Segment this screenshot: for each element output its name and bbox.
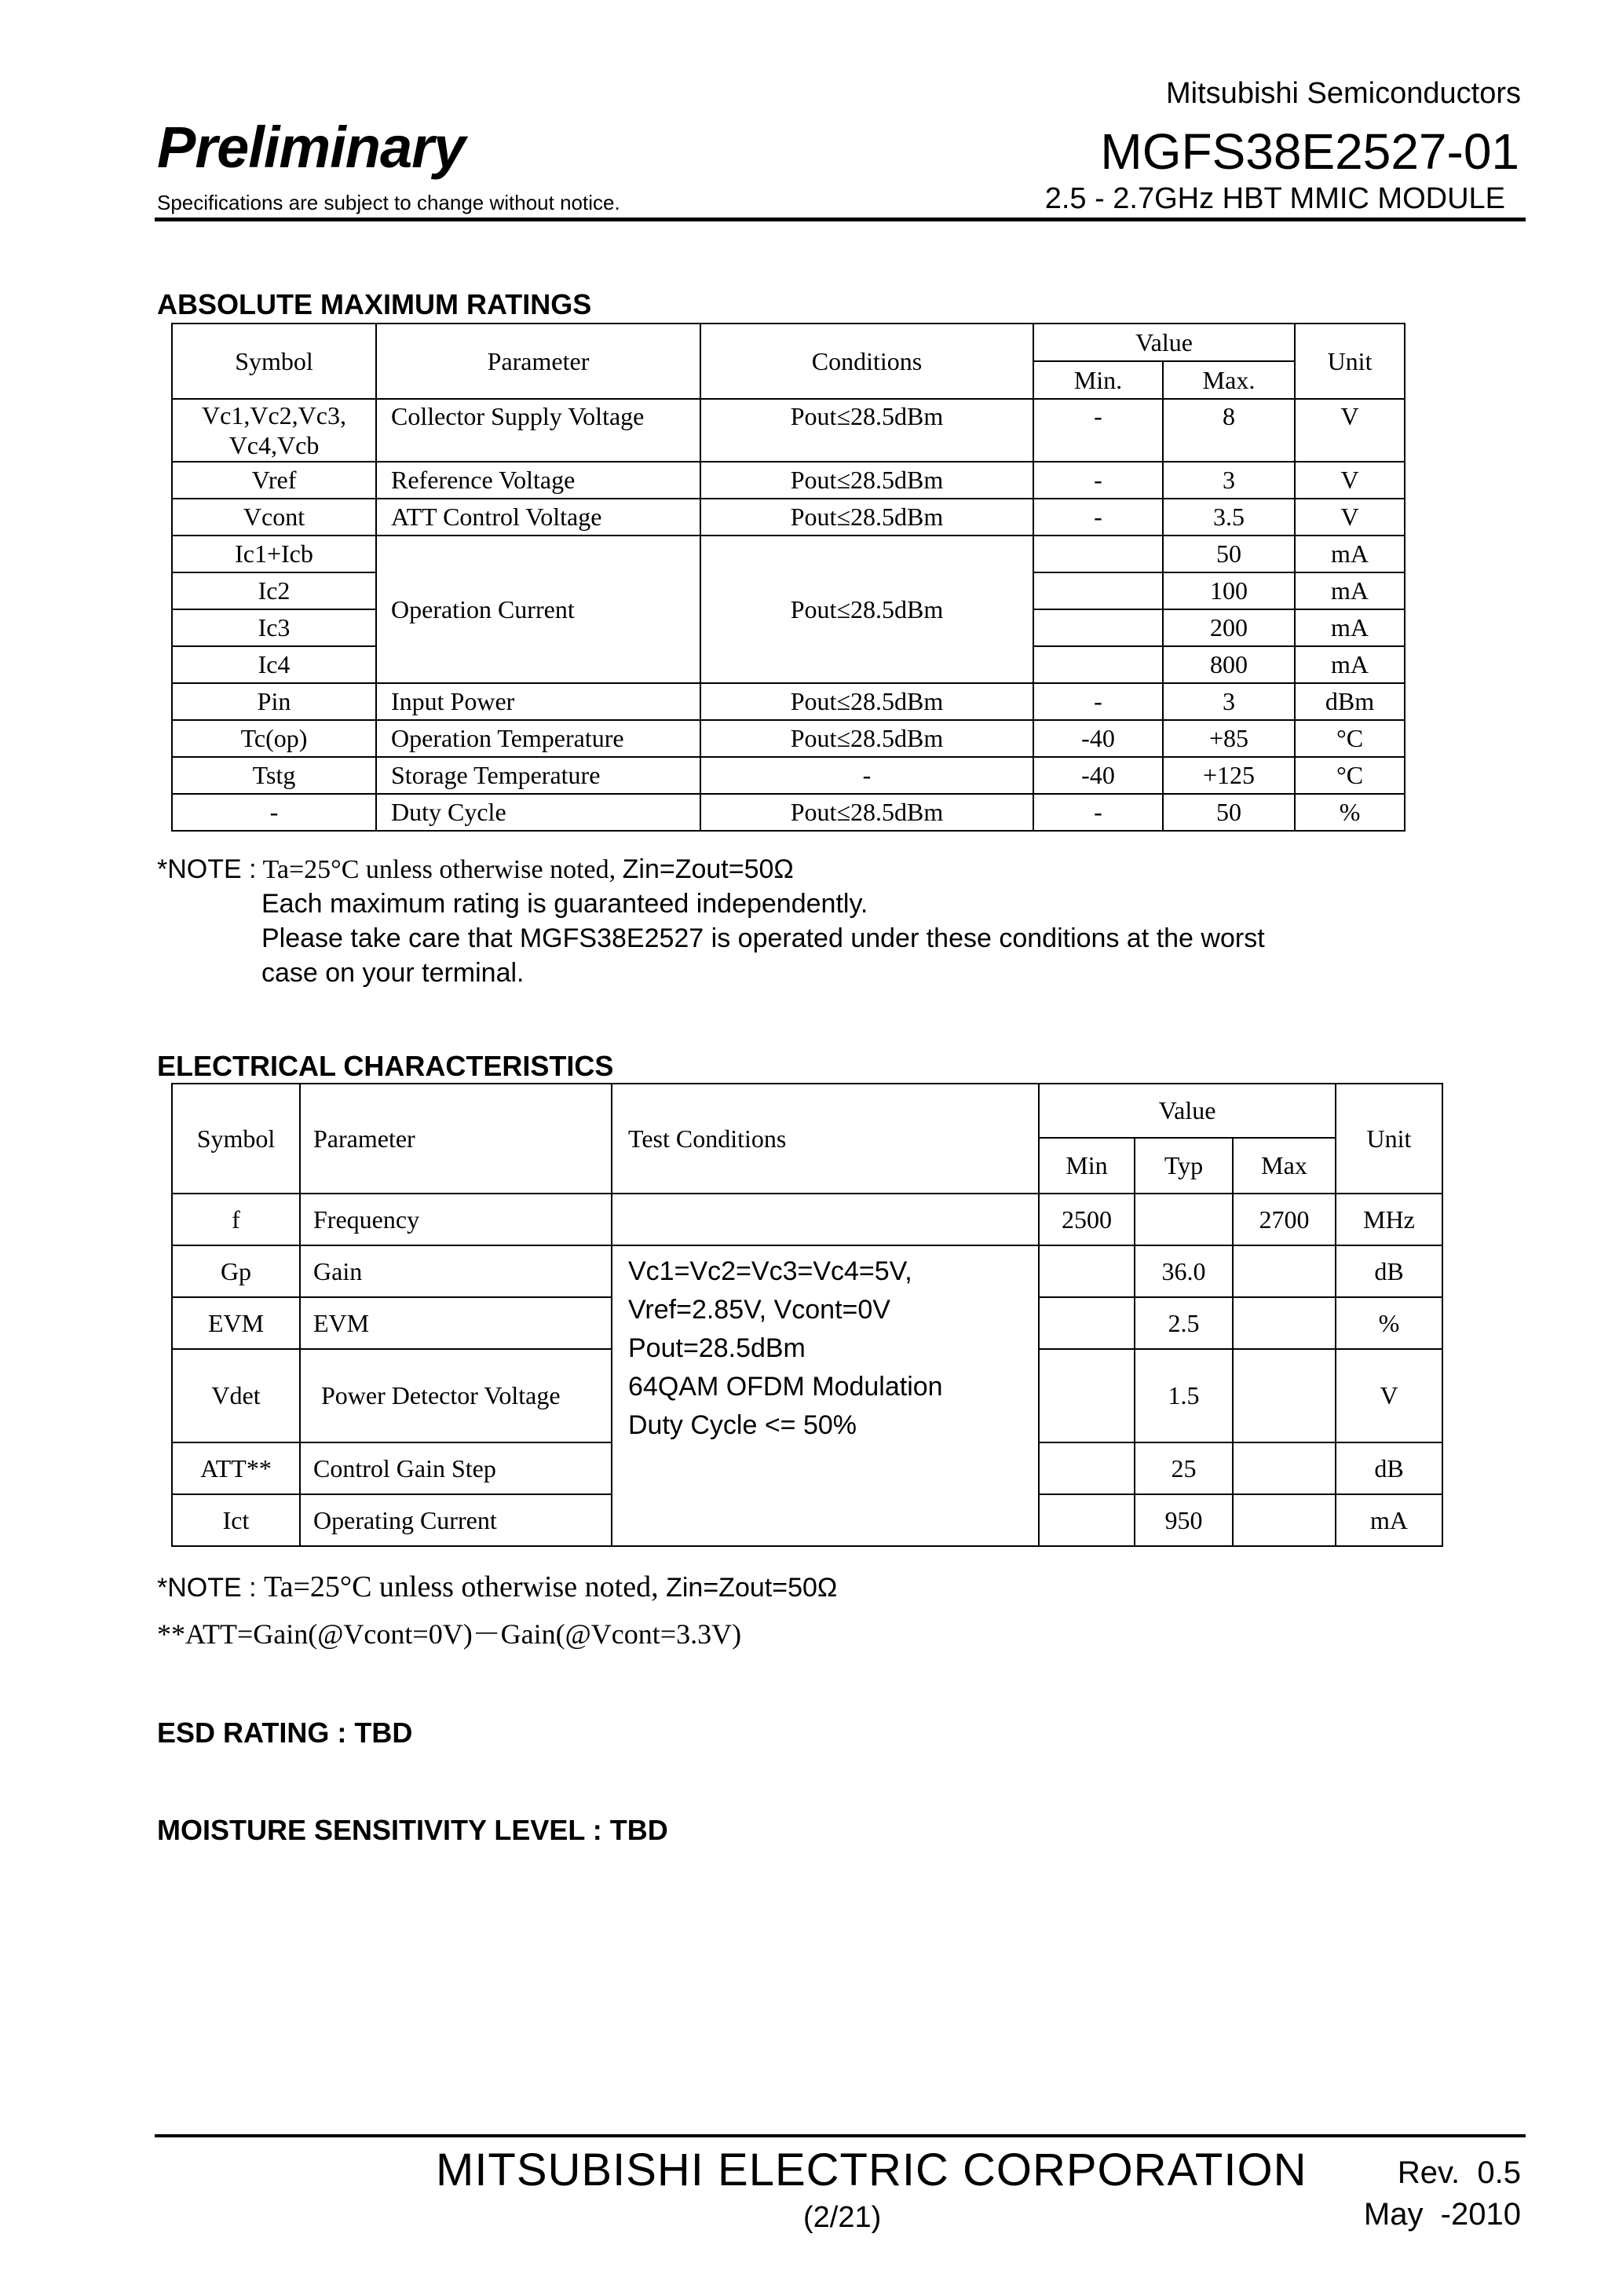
amr-note <box>157 852 794 887</box>
table-cell: V <box>1295 499 1405 536</box>
test-condition-line: Vref=2.85V, Vcont=0V <box>628 1295 890 1325</box>
table-cell: - <box>1033 462 1163 499</box>
table-cell: Ic1+Icb <box>172 536 376 572</box>
preliminary-label: Preliminary <box>157 115 466 180</box>
table-cell <box>172 399 376 462</box>
amr-section-title: ABSOLUTE MAXIMUM RATINGS <box>157 288 592 320</box>
table-cell <box>1033 646 1163 683</box>
amr-header-max: Max. <box>1163 361 1295 399</box>
table-cell: Pout≤28.5dBm <box>700 499 1033 536</box>
amr-header-unit: Unit <box>1295 324 1405 399</box>
table-cell: °C <box>1295 720 1405 757</box>
table-row <box>172 462 1405 499</box>
table-cell <box>1233 1442 1336 1494</box>
amr-note-line: case on your terminal. <box>261 958 525 988</box>
amr-header-conditions: Conditions <box>700 324 1033 399</box>
footer-rule <box>155 2134 1526 2137</box>
moisture-sensitivity-level: MOISTURE SENSITIVITY LEVEL : TBD <box>157 1814 668 1846</box>
table-cell: - <box>172 794 376 831</box>
table-cell: ATT** <box>172 1442 300 1494</box>
test-condition-line: Duty Cycle <= 50% <box>628 1410 857 1440</box>
elc-header-unit: Unit <box>1336 1084 1442 1194</box>
table-cell: mA <box>1295 609 1405 646</box>
table-cell <box>1233 1297 1336 1349</box>
table-cell: 2500 <box>1039 1194 1135 1245</box>
revision: Rev. 0.5 <box>1397 2155 1521 2190</box>
esd-rating: ESD RATING : TBD <box>157 1717 413 1749</box>
table-cell: MHz <box>1336 1194 1442 1245</box>
table-cell: Operation Current <box>376 536 700 683</box>
table-cell: EVM <box>300 1297 612 1349</box>
elc-header-max: Max <box>1233 1138 1336 1194</box>
table-cell <box>1039 1297 1135 1349</box>
elc-header-test-conditions: Test Conditions <box>612 1084 1039 1194</box>
table-cell <box>1233 1245 1336 1297</box>
table-cell: mA <box>1295 536 1405 572</box>
table-cell: 200 <box>1163 609 1295 646</box>
table-cell <box>1033 536 1163 572</box>
table-cell: Frequency <box>300 1194 612 1245</box>
table-cell: 800 <box>1163 646 1295 683</box>
table-cell: - <box>1033 499 1163 536</box>
table-row <box>172 757 1405 794</box>
table-cell: EVM <box>172 1297 300 1349</box>
table-row <box>172 794 1405 831</box>
table-row <box>172 720 1405 757</box>
table-cell: Gain <box>300 1245 612 1297</box>
table-cell: +125 <box>1163 757 1295 794</box>
table-cell: Gp <box>172 1245 300 1297</box>
table-cell <box>1039 1494 1135 1546</box>
table-cell: - <box>1033 399 1163 462</box>
amr-header-parameter: Parameter <box>376 324 700 399</box>
header-rule <box>155 218 1526 221</box>
table-cell <box>612 1194 1039 1245</box>
table-cell: V <box>1295 399 1405 462</box>
table-cell: Operating Current <box>300 1494 612 1546</box>
table-cell <box>1033 572 1163 609</box>
table-cell: 3 <box>1163 462 1295 499</box>
table-cell <box>1135 1194 1233 1245</box>
revision-date: May -2010 <box>1363 2197 1521 2232</box>
table-cell <box>1233 1349 1336 1442</box>
table-cell <box>1039 1349 1135 1442</box>
table-cell <box>1033 609 1163 646</box>
note-conditions: Ta=25°C unless otherwise noted, <box>256 855 623 884</box>
elc-header-value: Value <box>1039 1084 1336 1138</box>
table-cell: Pin <box>172 683 376 720</box>
table-cell: 36.0 <box>1135 1245 1233 1297</box>
elc-header-min: Min <box>1039 1138 1135 1194</box>
table-cell: Ict <box>172 1494 300 1546</box>
table-cell: Ic2 <box>172 572 376 609</box>
table-cell: - <box>700 757 1033 794</box>
table-cell: Duty Cycle <box>376 794 700 831</box>
electrical-characteristics-table <box>171 1083 1443 1547</box>
table-cell: - <box>1033 794 1163 831</box>
table-row <box>172 399 1405 462</box>
table-cell: mA <box>1295 646 1405 683</box>
test-conditions-cell <box>612 1245 1039 1546</box>
table-row <box>172 683 1405 720</box>
note-label: *NOTE : <box>157 1573 265 1603</box>
table-cell: 950 <box>1135 1494 1233 1546</box>
symbol-line: Vc1,Vc2,Vc3, <box>202 401 346 430</box>
table-cell: Vcont <box>172 499 376 536</box>
table-cell: Operation Temperature <box>376 720 700 757</box>
amr-header-symbol: Symbol <box>172 324 376 399</box>
table-cell: Vdet <box>172 1349 300 1442</box>
note-impedance: Zin=Zout=50Ω <box>666 1573 838 1603</box>
table-cell: -40 <box>1033 757 1163 794</box>
table-cell <box>1039 1442 1135 1494</box>
note-impedance: Zin=Zout=50Ω <box>622 854 794 884</box>
table-cell: Pout≤28.5dBm <box>700 462 1033 499</box>
table-cell: 2.5 <box>1135 1297 1233 1349</box>
symbol-line: Vc4,Vcb <box>228 431 320 459</box>
table-cell: - <box>1033 683 1163 720</box>
table-cell: Ic4 <box>172 646 376 683</box>
amr-note-line: Please take care that MGFS38E2527 is operated under these conditions at the worst <box>261 923 1265 953</box>
elc-note-att: **ATT=Gain(@Vcont=0V)－Gain(@Vcont=3.3V) <box>157 1618 742 1650</box>
table-cell: mA <box>1295 572 1405 609</box>
table-cell: Input Power <box>376 683 700 720</box>
page-number: (2/21) <box>803 2201 882 2234</box>
table-cell: Tstg <box>172 757 376 794</box>
amr-note-line: Each maximum rating is guaranteed independently. <box>261 889 868 919</box>
table-cell: 2700 <box>1233 1194 1336 1245</box>
test-condition-line: Pout=28.5dBm <box>628 1333 806 1363</box>
amr-header-min: Min. <box>1033 361 1163 399</box>
elc-header-symbol: Symbol <box>172 1084 300 1194</box>
table-cell: Power Detector Voltage <box>300 1349 612 1442</box>
table-row <box>172 1194 1442 1245</box>
table-cell: 3.5 <box>1163 499 1295 536</box>
table-cell: Vref <box>172 462 376 499</box>
table-row <box>172 1245 1442 1297</box>
table-cell <box>1039 1245 1135 1297</box>
part-number: MGFS38E2527-01 <box>1100 123 1519 180</box>
test-condition-line: Vc1=Vc2=Vc3=Vc4=5V, <box>628 1256 912 1286</box>
table-cell: Storage Temperature <box>376 757 700 794</box>
table-cell: dB <box>1336 1245 1442 1297</box>
elc-header-parameter: Parameter <box>300 1084 612 1194</box>
table-row <box>172 536 1405 572</box>
product-subtitle: 2.5 - 2.7GHz HBT MMIC MODULE <box>1044 182 1505 215</box>
table-cell: Ic3 <box>172 609 376 646</box>
table-cell: % <box>1336 1297 1442 1349</box>
elc-section-title: ELECTRICAL CHARACTERISTICS <box>157 1050 614 1082</box>
corporation-name: MITSUBISHI ELECTRIC CORPORATION <box>436 2144 1307 2195</box>
table-row <box>172 499 1405 536</box>
table-cell: 1.5 <box>1135 1349 1233 1442</box>
table-cell: Control Gain Step <box>300 1442 612 1494</box>
table-cell: Tc(op) <box>172 720 376 757</box>
note-conditions: Ta=25°C unless otherwise noted, <box>264 1570 667 1603</box>
table-cell: 50 <box>1163 536 1295 572</box>
table-cell: Pout≤28.5dBm <box>700 720 1033 757</box>
table-cell: °C <box>1295 757 1405 794</box>
table-cell: f <box>172 1194 300 1245</box>
amr-header-value: Value <box>1033 324 1295 361</box>
absolute-max-ratings-table <box>171 323 1406 832</box>
disclaimer-text: Specifications are subject to change without notice. <box>157 191 620 214</box>
elc-note <box>157 1570 837 1605</box>
table-cell: 8 <box>1163 399 1295 462</box>
table-cell: Pout≤28.5dBm <box>700 683 1033 720</box>
test-condition-line: 64QAM OFDM Modulation <box>628 1372 943 1402</box>
table-cell: Pout≤28.5dBm <box>700 536 1033 683</box>
table-cell: dBm <box>1295 683 1405 720</box>
table-cell: +85 <box>1163 720 1295 757</box>
table-cell: 50 <box>1163 794 1295 831</box>
table-cell: 25 <box>1135 1442 1233 1494</box>
table-cell: 100 <box>1163 572 1295 609</box>
table-cell: % <box>1295 794 1405 831</box>
table-cell: Pout≤28.5dBm <box>700 399 1033 462</box>
table-cell <box>1233 1494 1336 1546</box>
table-cell: ATT Control Voltage <box>376 499 700 536</box>
table-cell: mA <box>1336 1494 1442 1546</box>
note-label: *NOTE : <box>157 854 257 884</box>
table-cell: V <box>1336 1349 1442 1442</box>
company-name: Mitsubishi Semiconductors <box>1166 77 1521 110</box>
table-cell: 3 <box>1163 683 1295 720</box>
elc-header-typ: Typ <box>1135 1138 1233 1194</box>
table-cell: -40 <box>1033 720 1163 757</box>
table-cell: Reference Voltage <box>376 462 700 499</box>
table-cell: V <box>1295 462 1405 499</box>
table-cell: Collector Supply Voltage <box>376 399 700 462</box>
table-cell: dB <box>1336 1442 1442 1494</box>
table-cell: Pout≤28.5dBm <box>700 794 1033 831</box>
